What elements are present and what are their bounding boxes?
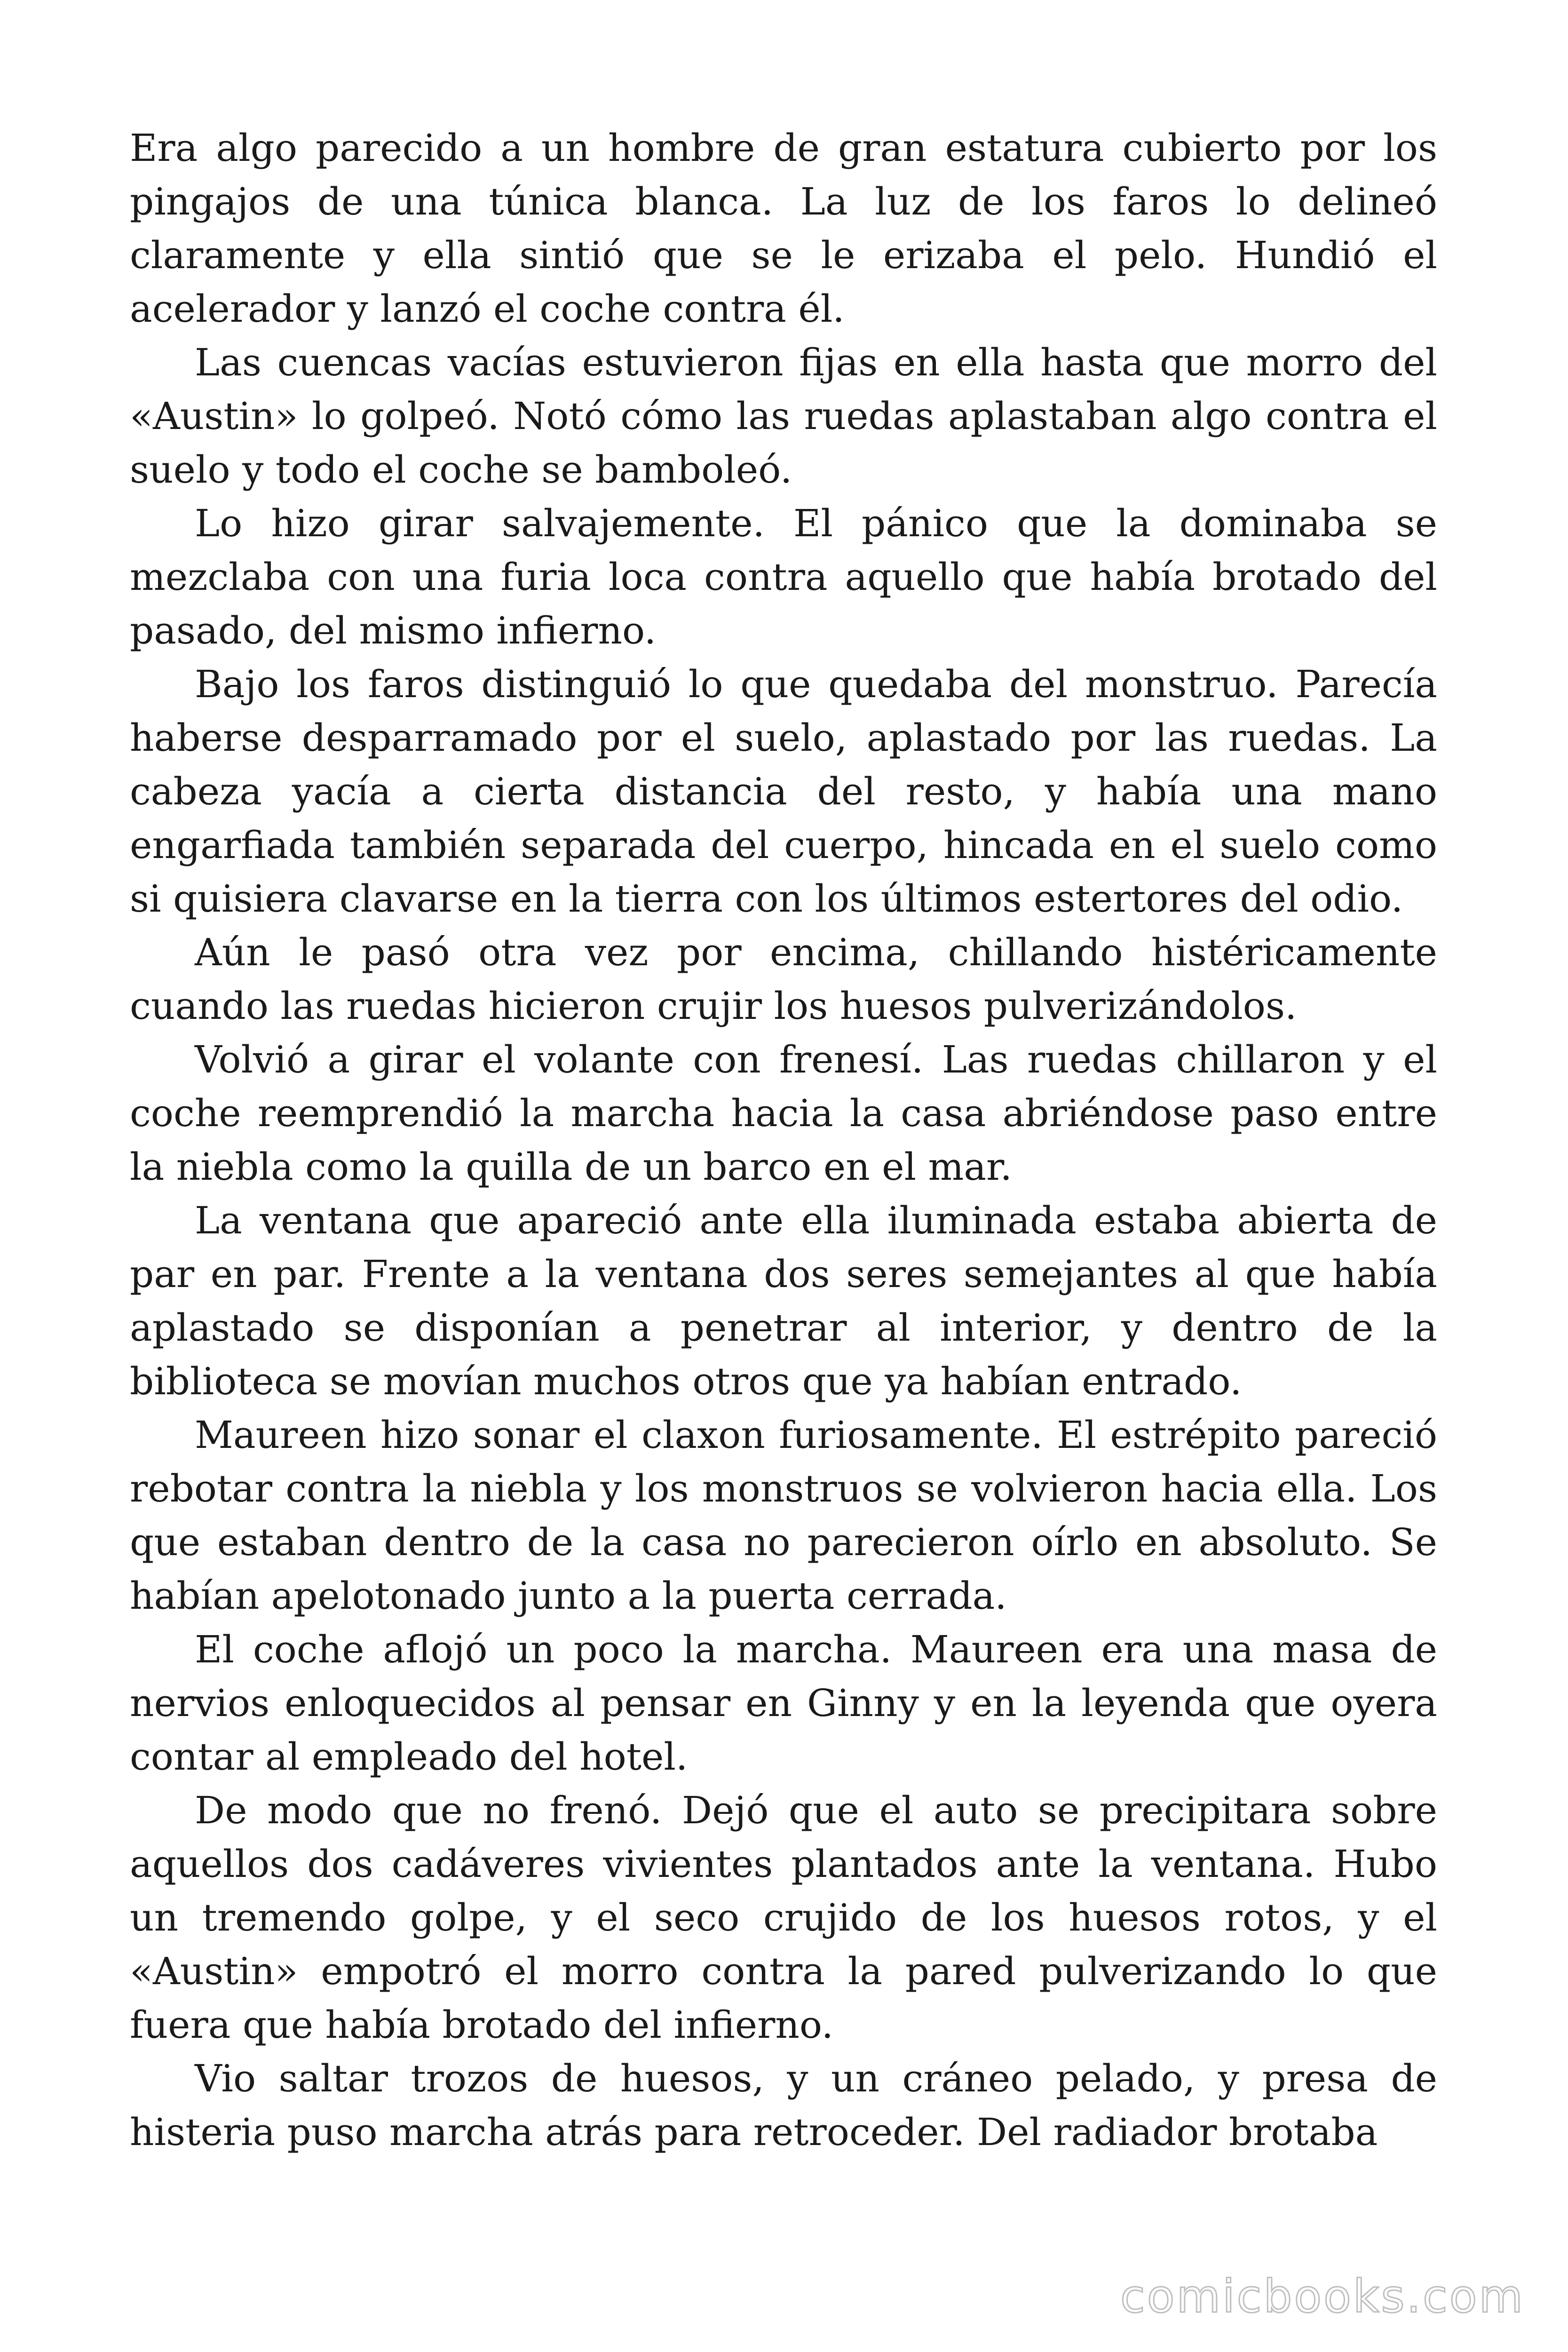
paragraph-7: La ventana que apareció ante ella iluminada estaba abierta de par en par. Frente a la ventana dos seres semejantes al que había aplastado se disponían a penetrar al interior, y dentro de la biblioteca se movían muchos otros que ya habían entrado. [130,1199,1437,1403]
paragraph-6: Volvió a girar el volante con frenesí. Las ruedas chillaron y el coche reemprendió la marcha hacia la casa abriéndose paso entre la niebla como la quilla de un barco en el mar. [130,1038,1437,1189]
paragraph-1: Era algo parecido a un hombre de gran estatura cubierto por los pingajos de una túnica blanca. La luz de los faros lo delineó claramente y ella sintió que se le erizaba el pelo. Hundió el acelerador y lanzó el coche contra él. [130,126,1437,331]
paragraph-3: Lo hizo girar salvajemente. El pánico que la dominaba se mezclaba con una furia loca contra aquello que había brotado del pasado, del mismo infierno. [130,501,1437,652]
paragraph-5: Aún le pasó otra vez por encima, chillando histéricamente cuando las ruedas hicieron crujir los huesos pulverizándolos. [130,930,1437,1028]
paragraph-8: Maureen hizo sonar el claxon furiosamente. El estrépito pareció rebotar contra la niebla y los monstruos se volvieron hacia ella. Los que estaban dentro de la casa no parecieron oírlo en absoluto. Se habían apelotonado junto a la puerta cerrada. [130,1413,1437,1618]
paragraph-9: El coche aflojó un poco la marcha. Maureen era una masa de nervios enloquecidos al pensar en Ginny y en la leyenda que oyera contar al empleado del hotel. [130,1628,1437,1779]
paragraph-4: Bajo los faros distinguió lo que quedaba del monstruo. Parecía haberse desparramado por el suelo, aplastado por las ruedas. La cabeza yacía a cierta distancia del resto, y había una mano engarfiada también separada del cuerpo, hincada en el suelo como si quisiera clavarse en la tierra con los últimos estertores del odio. [130,662,1437,921]
book-page-body [130,121,1437,2159]
watermark: comicbooks.com [1120,2270,1525,2323]
paragraph-11: Vio saltar trozos de huesos, y un cráneo pelado, y presa de histeria puso marcha atrás para retroceder. Del radiador brotaba [130,2057,1437,2154]
paragraph-10: De modo que no frenó. Dejó que el auto se precipitara sobre aquellos dos cadáveres vivientes plantados ante la ventana. Hubo un tremendo golpe, y el seco crujido de los huesos rotos, y el «Austin» empotró el morro contra la pared pulverizando lo que fuera que había brotado del infierno. [130,1788,1437,2047]
paragraph-2: Las cuencas vacías estuvieron fijas en ella hasta que morro del «Austin» lo golpeó. Notó cómo las ruedas aplastaban algo contra el suelo y todo el coche se bamboleó. [130,341,1437,492]
